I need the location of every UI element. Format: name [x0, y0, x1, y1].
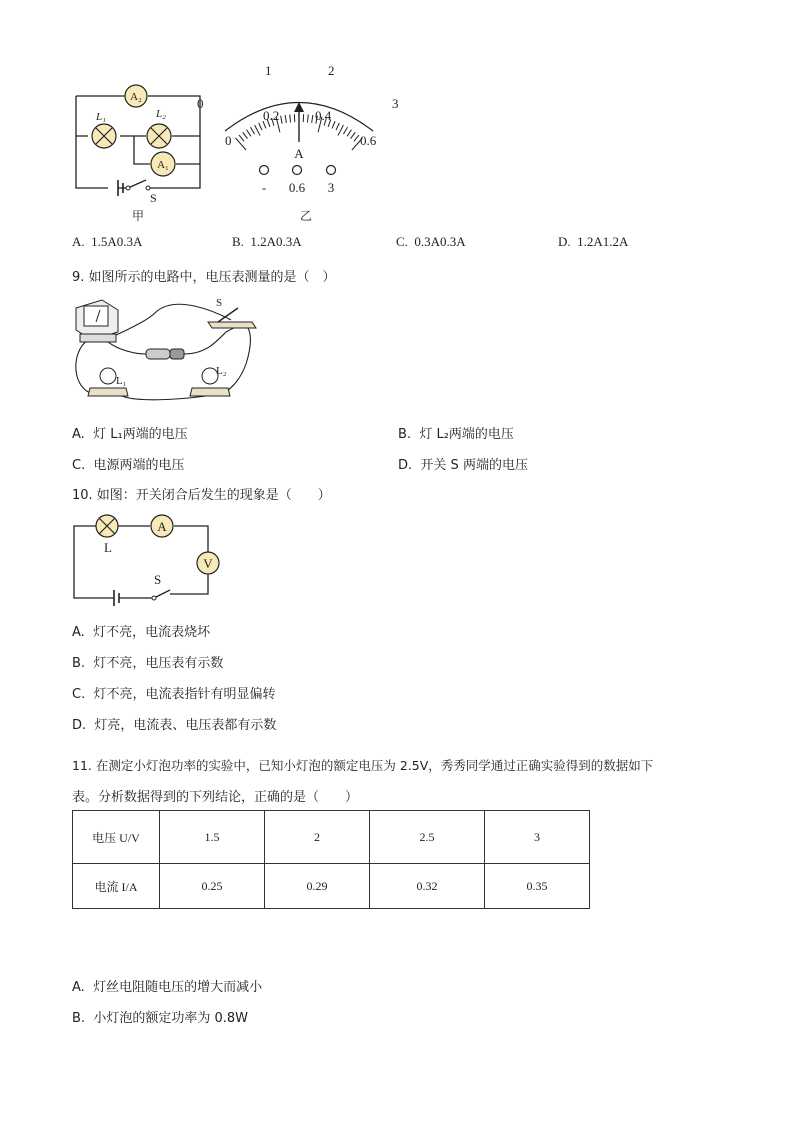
ammeter-a1-icon — [151, 152, 175, 176]
q9-option-d[interactable]: D. 开关 S 两端的电压 — [398, 458, 528, 473]
l2-label: L₂ — [156, 108, 166, 120]
terminal-3-icon — [327, 166, 336, 175]
dial-tick — [239, 135, 244, 141]
table-cell: 2.5 — [370, 811, 485, 864]
a1-label: A₁ — [157, 159, 169, 171]
a2-label: A₂ — [130, 91, 142, 103]
q8-option-c[interactable]: C. 0.3A0.3A — [396, 234, 466, 249]
dial-tick — [312, 115, 313, 123]
dial-tick — [259, 123, 262, 130]
top-scale-3: 3 — [392, 96, 399, 111]
dial-tick — [236, 138, 247, 150]
q9-l2-label: L₂ — [216, 365, 227, 377]
q11-data-table — [72, 810, 590, 909]
q10-lamp-icon — [96, 515, 118, 537]
pointer-arrow-icon — [294, 102, 304, 142]
q9-physical-circuit-figure — [66, 292, 266, 407]
q11-stem-line2: 表。分析数据得到的下列结论，正确的是（ ） — [72, 790, 359, 805]
l1-label: L₁ — [96, 111, 106, 123]
q9-switch-label: S — [216, 297, 223, 309]
q10-voltmeter-label: V — [203, 556, 213, 571]
dial-tick — [343, 127, 347, 134]
q8-option-d[interactable]: D. 1.2A1.2A — [558, 234, 629, 249]
ammeter-a2-icon — [125, 85, 147, 107]
table-cell: 3 — [485, 811, 590, 864]
top-scale-0: 0 — [197, 96, 204, 111]
table-cell: 2 — [265, 811, 370, 864]
q9-l1-label: L₁ — [116, 375, 127, 387]
dial-tick — [336, 123, 339, 130]
q11-option-b[interactable]: B. 小灯泡的额定功率为 0.8W — [72, 1011, 248, 1026]
dial-caption: 乙 — [299, 209, 313, 223]
q10-option-c[interactable]: C. 灯不亮，电流表指针有明显偏转 — [72, 687, 276, 702]
dial-tick — [243, 132, 248, 138]
q11-option-a[interactable]: A. 灯丝电阻随电压的增大而减小 — [72, 980, 263, 995]
top-scale-1: 1 — [265, 63, 272, 78]
q10-lamp-label: L — [104, 540, 112, 555]
bottom-scale-0: 0 — [225, 133, 232, 148]
q10-circuit-figure — [66, 510, 226, 610]
q11-stem-line1: 11. 在测定小灯泡功率的实验中，已知小灯泡的额定电压为 2.5V，秀秀同学通过正确实验得到的数据如下 — [72, 758, 654, 773]
dial-tick — [250, 127, 254, 134]
battery-icon — [146, 349, 184, 359]
q8-circuit-figure — [60, 80, 210, 230]
bulb-l1-icon — [88, 368, 128, 396]
q9-option-c[interactable]: C. 电源两端的电压 — [72, 458, 185, 473]
dial-tick — [290, 114, 291, 122]
q10-option-d[interactable]: D. 灯亮，电流表、电压表都有示数 — [72, 718, 277, 733]
bottom-scale-2: 0.4 — [315, 108, 332, 123]
dial-tick — [347, 130, 351, 137]
table-header-voltage: 电压 U/V — [73, 811, 160, 864]
dial-tick — [307, 114, 308, 122]
table-cell: 0.35 — [485, 864, 590, 909]
unit-label: A — [294, 146, 304, 161]
terminal-06-icon — [293, 166, 302, 175]
top-scale-2: 2 — [328, 63, 335, 78]
q10-option-a[interactable]: A. 灯不亮，电流表烧坏 — [72, 625, 211, 640]
dial-tick — [354, 135, 359, 141]
q10-option-b[interactable]: B. 灯不亮，电压表有示数 — [72, 656, 224, 671]
q10-ammeter-icon — [151, 515, 173, 537]
q10-switch-label: S — [154, 572, 162, 587]
bottom-scale-1: 0.2 — [263, 108, 280, 123]
bulb-l2-icon — [190, 365, 230, 396]
q9-option-b[interactable]: B. 灯 L₂两端的电压 — [398, 427, 514, 442]
dial-tick — [351, 132, 356, 138]
lamp-l1-icon — [92, 111, 116, 148]
q9-stem: 9. 如图所示的电路中，电压表测量的是（ ） — [72, 270, 336, 285]
table-row — [73, 811, 590, 864]
q8-option-a[interactable]: A. 1.5A0.3A — [72, 234, 143, 249]
table-cell: 1.5 — [160, 811, 265, 864]
switch-label: S — [150, 191, 157, 205]
dial-tick — [281, 116, 283, 124]
q10-ammeter-label: A — [157, 519, 167, 534]
bottom-scale-3: 0.6 — [360, 133, 377, 148]
table-cell: 0.25 — [160, 864, 265, 909]
dial-tick — [255, 125, 261, 136]
voltmeter-icon — [76, 300, 118, 342]
table-row — [73, 864, 590, 909]
dial-tick — [247, 130, 251, 137]
terminal-3-label: 3 — [327, 180, 335, 195]
dial-tick — [285, 115, 286, 123]
terminal-neg-label: - — [261, 180, 267, 195]
circuit-caption: 甲 — [131, 209, 145, 223]
table-cell: 0.29 — [265, 864, 370, 909]
table-cell: 0.32 — [370, 864, 485, 909]
q10-stem: 10. 如图：开关闭合后发生的现象是（ ） — [72, 488, 331, 503]
lamp-l2-icon — [147, 108, 171, 148]
terminal-neg-icon — [260, 166, 269, 175]
dial-tick — [332, 121, 335, 128]
table-header-current: 电流 I/A — [73, 864, 160, 909]
q10-voltmeter-icon — [197, 552, 219, 574]
terminal-06-label: 0.6 — [288, 180, 306, 195]
dial-tick — [338, 125, 344, 136]
q8-option-b[interactable]: B. 1.2A0.3A — [232, 234, 302, 249]
q8-ammeter-dial — [195, 60, 415, 230]
q9-option-a[interactable]: A. 灯 L₁两端的电压 — [72, 427, 188, 442]
